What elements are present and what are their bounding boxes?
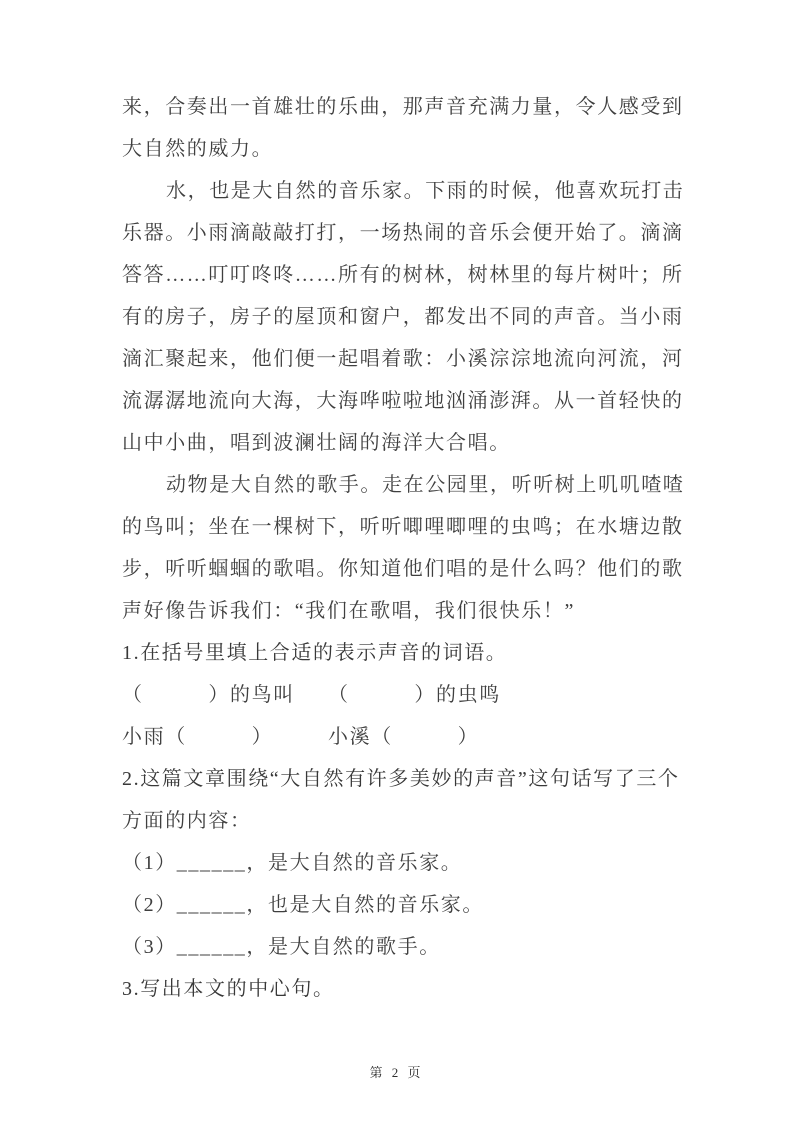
text-line: （1）______，是大自然的音乐家。 — [122, 852, 463, 874]
text-line: 山中小曲，唱到波澜壮阔的海洋大合唱。 — [122, 432, 511, 454]
text-line: 小雨（ ） 小溪（ ） — [122, 726, 480, 748]
text-line: 答答……叮叮咚咚……所有的树林，树林里的每片树叶；所 — [122, 264, 684, 286]
text-line: 动物是大自然的歌手。走在公园里，听听树上叽叽喳喳 — [166, 474, 685, 496]
text-line: 步，听听蝈蝈的歌唱。你知道他们唱的是什么吗？他们的歌 — [122, 558, 684, 580]
text-line: 滴汇聚起来，他们便一起唱着歌：小溪淙淙地流向河流，河 — [122, 348, 684, 370]
text-line: （3）______，是大自然的歌手。 — [122, 936, 441, 958]
text-line: 乐器。小雨滴敲敲打打，一场热闹的音乐会便开始了。滴滴 — [122, 222, 684, 244]
text-line: 有的房子，房子的屋顶和窗户，都发出不同的声音。当小雨 — [122, 306, 684, 328]
text-line: 来，合奏出一首雄壮的乐曲，那声音充满力量，令人感受到 — [122, 96, 684, 118]
text-line: 2.这篇文章围绕“大自然有许多美妙的声音”这句话写了三个 — [122, 768, 680, 790]
text-line: 水，也是大自然的音乐家。下雨的时候，他喜欢玩打击 — [166, 180, 685, 202]
text-line: 的鸟叫；坐在一棵树下，听听唧哩唧哩的虫鸣；在水塘边散 — [122, 516, 684, 538]
text-content — [122, 86, 697, 1010]
page-number: 第 2 页 — [369, 1065, 424, 1080]
text-line: 1.在括号里填上合适的表示声音的词语。 — [122, 642, 508, 664]
text-line: 流潺潺地流向大海，大海哗啦啦地汹涌澎湃。从一首轻快的 — [122, 390, 684, 412]
text-line: （2）______，也是大自然的音乐家。 — [122, 894, 484, 916]
text-line: 声好像告诉我们：“我们在歌唱，我们很快乐！” — [122, 600, 575, 622]
text-line: 3.写出本文的中心句。 — [122, 978, 335, 1000]
text-line: （ ）的鸟叫 （ ）的虫鸣 — [122, 684, 501, 706]
text-line: 大自然的威力。 — [122, 138, 274, 160]
text-line: 方面的内容： — [122, 810, 252, 832]
